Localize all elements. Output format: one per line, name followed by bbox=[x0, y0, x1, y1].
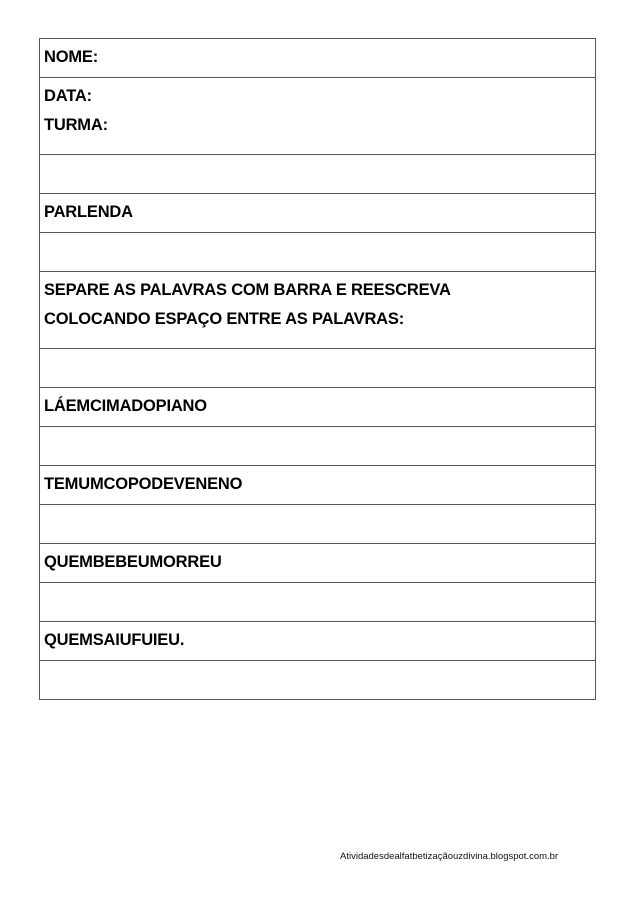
title-row bbox=[40, 194, 596, 233]
footer-source: Atividadesdealfatbetizaçãouzdivina.blogspot.com.br bbox=[340, 851, 559, 862]
date-class-field[interactable] bbox=[40, 78, 596, 155]
blank-row bbox=[40, 349, 596, 388]
date-class-label: DATA: TURMA: bbox=[44, 87, 108, 134]
phrase-row bbox=[40, 388, 596, 427]
answer-row[interactable] bbox=[40, 427, 596, 466]
answer-row[interactable] bbox=[40, 505, 596, 544]
name-field[interactable] bbox=[40, 39, 596, 78]
answer-row[interactable] bbox=[40, 583, 596, 622]
worksheet-title: PARLENDA bbox=[44, 203, 133, 221]
phrase-text: LÁEMCIMADOPIANO bbox=[44, 397, 207, 415]
phrase-text: TEMUMCOPODEVENENO bbox=[44, 475, 243, 493]
instruction-row bbox=[40, 272, 596, 349]
name-label: NOME: bbox=[44, 48, 98, 66]
answer-row[interactable] bbox=[40, 661, 596, 700]
blank-row bbox=[40, 155, 596, 194]
phrase-row bbox=[40, 622, 596, 661]
worksheet-table bbox=[39, 38, 596, 700]
blank-row bbox=[40, 233, 596, 272]
phrase-row bbox=[40, 466, 596, 505]
phrase-text: QUEMBEBEUMORREU bbox=[44, 553, 222, 571]
phrase-text: QUEMSAIUFUIEU. bbox=[44, 631, 185, 649]
phrase-row bbox=[40, 544, 596, 583]
instruction-text: SEPARE AS PALAVRAS COM BARRA E REESCREVA COLOCANDO ESPAÇO ENTRE AS PALAVRAS: bbox=[44, 281, 451, 328]
